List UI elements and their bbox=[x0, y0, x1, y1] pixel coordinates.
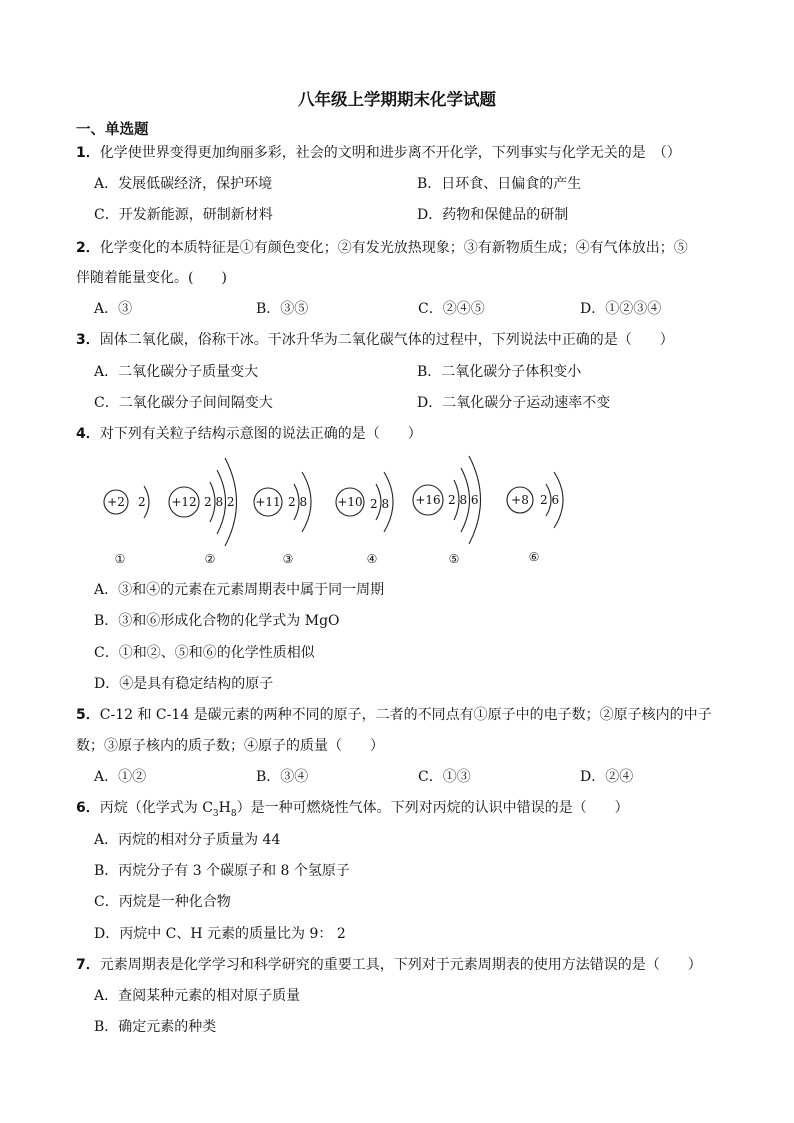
atom-number-label: ⑥ bbox=[528, 550, 540, 564]
question-3 bbox=[76, 330, 674, 350]
option-a: A．二氧化碳分子质量变大 bbox=[94, 364, 259, 380]
option-a: A．发展低碳经济，保护环境 bbox=[94, 176, 273, 192]
option-a: A．③ bbox=[94, 301, 133, 317]
electron-config: 2 6 bbox=[540, 493, 560, 507]
question-stem-continued: 数；③原子核内的质子数；④原子的质量（ ） bbox=[76, 738, 384, 754]
question-7 bbox=[76, 955, 702, 975]
atom-number-label: ① bbox=[114, 552, 126, 566]
option-a: A．丙烷的相对分子质量为 44 bbox=[94, 832, 281, 848]
question-5 bbox=[76, 705, 712, 725]
nucleus-label: +11 bbox=[255, 495, 281, 509]
option-a: A．查阅某种元素的相对原子质量 bbox=[94, 988, 301, 1004]
question-number: 2． bbox=[76, 240, 100, 256]
option-b: B．③④ bbox=[256, 769, 309, 785]
question-4 bbox=[76, 424, 422, 444]
question-stem: 元素周期表是化学学习和科学研究的重要工具，下列对于元素周期表的使用方法错误的是（ ） bbox=[99, 957, 702, 973]
option-c: C．①和②、⑤和⑥的化学性质相似 bbox=[94, 645, 315, 661]
electron-config: 2 bbox=[138, 495, 146, 509]
page-title: 八年级上学期期末化学试题 bbox=[298, 90, 496, 109]
option-c: C．②④⑤ bbox=[418, 301, 485, 317]
option-b: B．③⑤ bbox=[256, 301, 309, 317]
nucleus-label: +16 bbox=[415, 493, 441, 507]
question-stem: 化学变化的本质特征是①有颜色变化；②有发光放热现象；③有新物质生成；④有气体放出；⑤ bbox=[99, 240, 688, 256]
option-c: C．开发新能源，研制新材料 bbox=[94, 207, 273, 223]
question-stem: 对下列有关粒子结构示意图的说法正确的是（ ） bbox=[99, 426, 422, 442]
atomic-structure-diagram bbox=[98, 448, 578, 573]
question-number: 5． bbox=[76, 707, 100, 723]
option-a: A．①② bbox=[94, 769, 147, 785]
option-d: D．②④ bbox=[580, 769, 634, 785]
question-stem: 化学使世界变得更加绚丽多彩，社会的文明和进步离不开化学，下列事实与化学无关的是 （） bbox=[99, 145, 681, 161]
option-d: D．①②③④ bbox=[580, 301, 662, 317]
atom-number-label: ④ bbox=[366, 552, 378, 566]
option-c: C．二氧化碳分子间间隔变大 bbox=[94, 395, 273, 411]
question-stem: ）是一种可燃烧性气体。下列对丙烷的认识中错误的是（ ） bbox=[236, 800, 629, 816]
question-stem: 丙烷（化学式为 C bbox=[99, 800, 213, 816]
nucleus-label: +10 bbox=[337, 495, 363, 509]
question-number: 1． bbox=[76, 145, 100, 161]
electron-config: 2 8 bbox=[288, 495, 308, 509]
nucleus-label: +8 bbox=[511, 493, 529, 507]
option-b: B．丙烷分子有 3 个碳原子和 8 个氢原子 bbox=[94, 863, 350, 879]
electron-config: 2 8 bbox=[370, 497, 390, 511]
option-b: B．日环食、日偏食的产生 bbox=[417, 176, 582, 192]
question-2 bbox=[76, 238, 688, 258]
electron-config: 2 8 6 bbox=[448, 493, 479, 507]
question-number: 7． bbox=[76, 957, 100, 973]
question-1 bbox=[76, 143, 681, 163]
question-number: 4． bbox=[76, 426, 100, 442]
atom-number-label: ③ bbox=[282, 552, 294, 566]
question-number: 6． bbox=[76, 800, 100, 816]
option-d: D．丙烷中 C、H 元素的质量比为 9： 2 bbox=[94, 926, 346, 942]
option-c: C．①③ bbox=[418, 769, 471, 785]
option-b: B．确定元素的种类 bbox=[94, 1019, 217, 1035]
nucleus-label: +2 bbox=[107, 495, 125, 509]
electron-config: 2 8 2 bbox=[204, 495, 235, 509]
option-d: D．药物和保健品的研制 bbox=[417, 207, 569, 223]
question-number: 3． bbox=[76, 332, 100, 348]
option-a: A．③和④的元素在元素周期表中属于同一周期 bbox=[94, 582, 385, 598]
subscript: 3 bbox=[212, 808, 219, 819]
section-heading: 一、单选题 bbox=[76, 122, 149, 138]
option-c: C．丙烷是一种化合物 bbox=[94, 894, 231, 910]
atom-number-label: ② bbox=[204, 552, 216, 566]
option-b: B．③和⑥形成化合物的化学式为 MgO bbox=[94, 613, 340, 629]
option-d: D．二氧化碳分子运动速率不变 bbox=[417, 395, 611, 411]
question-6 bbox=[76, 798, 629, 824]
nucleus-label: +12 bbox=[171, 495, 197, 509]
atom-number-label: ⑤ bbox=[448, 552, 460, 566]
question-stem: C-12 和 C-14 是碳元素的两种不同的原子，二者的不同点有①原子中的电子数；②原子核内的中子 bbox=[99, 707, 712, 723]
option-b: B．二氧化碳分子体积变小 bbox=[417, 364, 582, 380]
question-stem: 固体二氧化碳，俗称干冰。干冰升华为二氧化碳气体的过程中，下列说法中正确的是（ ） bbox=[99, 332, 674, 348]
option-d: D．④是具有稳定结构的原子 bbox=[94, 676, 274, 692]
subscript: 8 bbox=[230, 808, 237, 819]
question-stem: H bbox=[218, 800, 231, 816]
question-stem-continued: 伴随着能量变化。( ) bbox=[76, 270, 227, 286]
